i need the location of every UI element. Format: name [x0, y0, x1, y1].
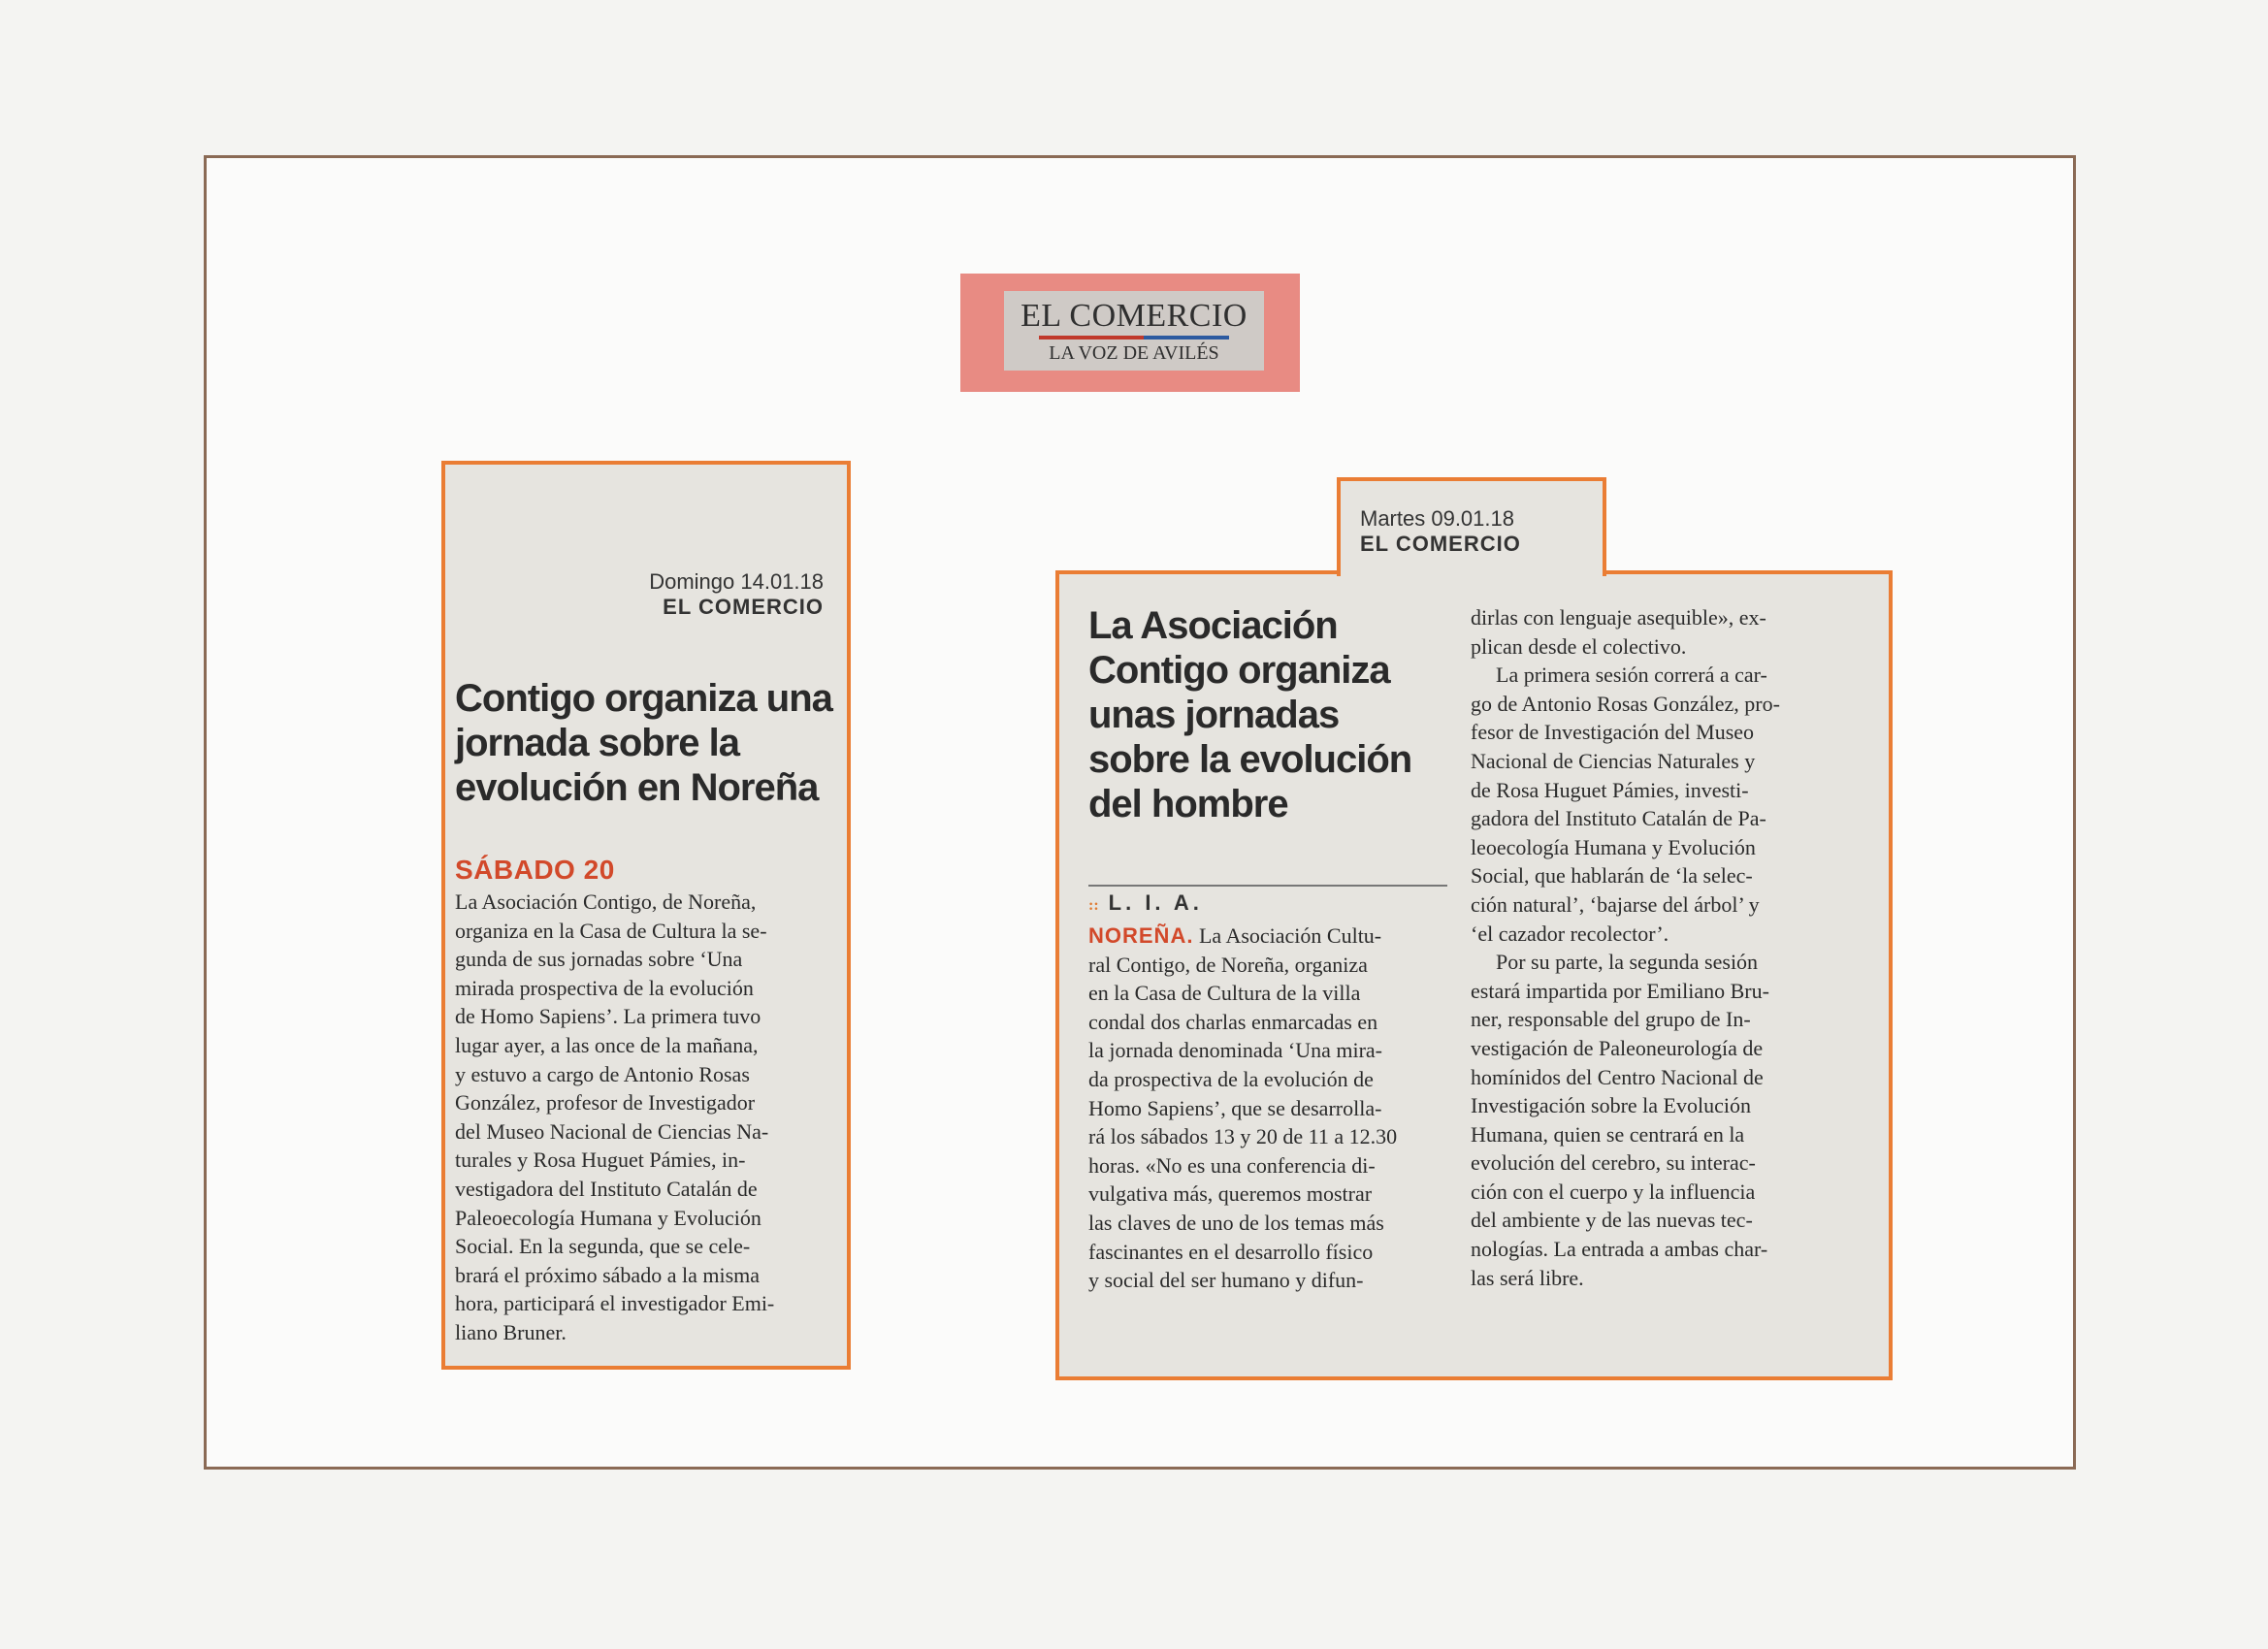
masthead-logo — [1004, 291, 1264, 371]
body-line: brará el próximo sábado a la misma — [455, 1262, 761, 1287]
body-line: da prospectiva de la evolución de — [1088, 1066, 1374, 1091]
body-line: ción con el cuerpo y la influencia — [1471, 1179, 1756, 1204]
right-headline — [1088, 603, 1411, 826]
body-line: La primera sesión correrá a car- — [1496, 663, 1767, 688]
body-line: del ambiente y de las nuevas tec- — [1471, 1208, 1753, 1233]
left-article-body — [455, 888, 833, 1347]
left-headline — [455, 676, 832, 810]
body-line: ner, responsable del grupo de In- — [1471, 1007, 1751, 1032]
body-line: rá los sábados 13 y 20 de 11 a 12.30 — [1088, 1124, 1398, 1149]
body-line: mirada prospectiva de la evolución — [455, 975, 754, 1000]
body-line: horas. «No es una conferencia di- — [1088, 1152, 1376, 1178]
body-line: las claves de uno de los temas más — [1088, 1210, 1384, 1235]
body-line: fesor de Investigación del Museo — [1471, 720, 1755, 745]
body-line: ción natural’, ‘bajarse del árbol’ y — [1471, 891, 1760, 917]
body-line: condal dos charlas enmarcadas en — [1088, 1009, 1378, 1034]
body-line: vestigación de Paleoneurología de — [1471, 1035, 1764, 1060]
body-line: dirlas con lenguaje asequible», ex- — [1471, 605, 1766, 630]
body-line: y social del ser humano y difun- — [1088, 1268, 1364, 1293]
body-line: de Homo Sapiens’. La primera tuvo — [455, 1004, 761, 1029]
body-line: Investigación sobre la Evolución — [1471, 1093, 1751, 1118]
body-line: leoecología Humana y Evolución — [1471, 834, 1756, 859]
right-column-1 — [1088, 922, 1449, 1295]
masthead-rule — [1039, 336, 1229, 340]
body-line: Social, que hablarán de ‘la selec- — [1471, 863, 1753, 889]
body-line: vulgativa más, queremos mostrar — [1088, 1181, 1373, 1207]
left-paper-name: EL COMERCIO — [663, 595, 824, 619]
body-line: lugar ayer, a las once de la mañana, — [455, 1032, 759, 1057]
byline-dots-icon: :: — [1088, 897, 1099, 914]
right-column-2 — [1471, 603, 1830, 1292]
body-line: González, profesor de Investigador — [455, 1090, 756, 1116]
right-date: Martes 09.01.18 — [1360, 506, 1514, 531]
body-line: Humana, quien se centrará en la — [1471, 1121, 1745, 1147]
left-clipping — [441, 461, 851, 1370]
left-kicker: SÁBADO 20 — [455, 855, 615, 885]
body-line: evolución del cerebro, su interac- — [1471, 1150, 1756, 1176]
body-line: homínidos del Centro Nacional de — [1471, 1064, 1764, 1089]
byline — [1088, 890, 1203, 916]
body-line: Paleoecología Humana y Evolución — [455, 1205, 761, 1230]
body-line: vestigadora del Instituto Catalán de — [455, 1176, 758, 1201]
body-line: plican desde el colectivo. — [1471, 633, 1687, 659]
headline-line: evolución en Noreña — [455, 766, 819, 809]
body-line-first: La Asociación Cultu- — [1198, 923, 1382, 948]
headline-line: unas jornadas — [1088, 694, 1340, 736]
body-line: del Museo Nacional de Ciencias Na- — [455, 1118, 769, 1144]
body-line: gunda de sus jornadas sobre ‘Una — [455, 947, 743, 972]
right-clipping — [1055, 570, 1893, 1380]
body-line: Nacional de Ciencias Naturales y — [1471, 748, 1756, 773]
headline-line: del hombre — [1088, 783, 1288, 825]
masthead-name: EL COMERCIO — [1021, 298, 1247, 334]
body-line: Por su parte, la segunda sesión — [1496, 950, 1759, 975]
body-line: ‘el cazador recolector’. — [1471, 921, 1669, 946]
body-line: organiza en la Casa de Cultura la se- — [455, 918, 767, 943]
tab-join — [1341, 568, 1603, 576]
right-dateline — [1360, 506, 1521, 557]
headline-line: Contigo organiza — [1088, 649, 1390, 692]
body-line: La Asociación Contigo, de Noreña, — [455, 889, 757, 914]
masthead-edition: LA VOZ DE AVILÉS — [1049, 342, 1219, 364]
headline-line: sobre la evolución — [1088, 738, 1412, 781]
body-line: la jornada denominada ‘Una mira- — [1088, 1038, 1382, 1063]
body-line: fascinantes en el desarrollo físico — [1088, 1239, 1374, 1264]
body-line: nologías. La entrada a ambas char- — [1471, 1237, 1768, 1262]
byline-text: L. I. A. — [1108, 890, 1203, 915]
body-line — [1088, 922, 1449, 951]
headline-line: jornada sobre la — [455, 722, 739, 764]
body-line: de Rosa Huguet Pámies, investi- — [1471, 777, 1749, 802]
headline-line: La Asociación — [1088, 604, 1338, 647]
dateline-place: NOREÑA. — [1088, 923, 1194, 948]
body-line: go de Antonio Rosas González, pro- — [1471, 691, 1780, 716]
body-line: liano Bruner. — [455, 1319, 567, 1344]
headline-line: Contigo organiza una — [455, 677, 832, 720]
body-line: en la Casa de Cultura de la villa — [1088, 981, 1361, 1006]
left-dateline — [649, 569, 824, 620]
body-line: Homo Sapiens’, que se desarrolla- — [1088, 1095, 1382, 1120]
body-line: estará impartida por Emiliano Bru- — [1471, 978, 1769, 1003]
body-line: las será libre. — [1471, 1265, 1584, 1290]
body-line: ral Contigo, de Noreña, organiza — [1088, 952, 1368, 977]
body-line: y estuvo a cargo de Antonio Rosas — [455, 1061, 750, 1086]
right-date-tab — [1337, 477, 1606, 576]
body-line: Social. En la segunda, que se cele- — [455, 1234, 751, 1259]
body-line: gadora del Instituto Catalán de Pa- — [1471, 806, 1766, 831]
left-date: Domingo 14.01.18 — [649, 569, 824, 594]
byline-rule — [1088, 885, 1447, 887]
body-line: turales y Rosa Huguet Pámies, in- — [455, 1148, 746, 1173]
masthead-clipping — [960, 274, 1300, 392]
right-paper-name: EL COMERCIO — [1360, 532, 1521, 556]
body-line: hora, participará el investigador Emi- — [455, 1291, 775, 1316]
